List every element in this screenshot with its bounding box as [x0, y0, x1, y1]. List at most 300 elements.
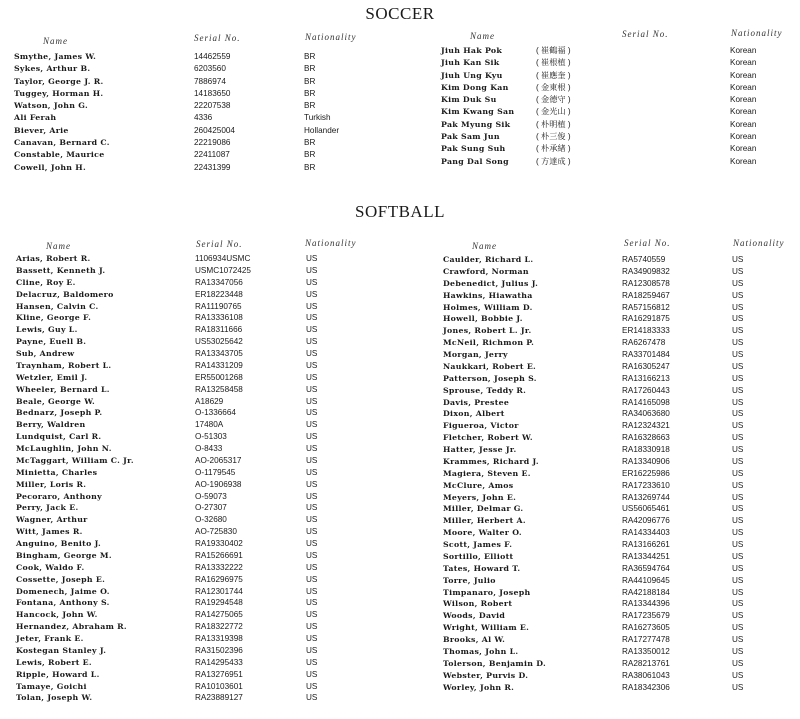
nationality: US	[732, 445, 744, 454]
serial-number: RA13269744	[622, 492, 670, 502]
nationality: US	[306, 325, 318, 335]
player-hanja-name: ( 金德守 )	[536, 95, 571, 105]
player-name: Torre, Julio	[443, 575, 496, 585]
nationality: US	[306, 372, 318, 382]
list-item	[14, 125, 394, 137]
player-hanja-name: ( 崔鶴福 )	[536, 46, 571, 55]
soccer-right-name-header: Name	[470, 31, 495, 41]
softball-title: SOFTBALL	[355, 202, 445, 221]
serial-number: O-8433	[195, 444, 223, 453]
nationality: US	[732, 468, 744, 478]
player-name: Anguino, Benito J.	[16, 539, 101, 548]
nationality: US	[732, 504, 744, 514]
nationality: US	[732, 421, 744, 431]
list-item	[443, 610, 798, 622]
nationality: US	[732, 575, 744, 585]
serial-number: ER16225986	[622, 468, 670, 478]
serial-number: AO-1906938	[195, 479, 242, 489]
player-name: Wagner, Arthur	[16, 515, 88, 525]
player-name: Hatter, Jesse Jr.	[443, 445, 517, 454]
serial-number: RA57156812	[622, 302, 670, 312]
nationality: BR	[304, 101, 316, 111]
nationality: US	[306, 301, 318, 311]
softball-right-name-header: Name	[472, 241, 497, 251]
list-item	[443, 670, 798, 682]
serial-number: RA19294548	[195, 598, 243, 608]
serial-number: RA6267478	[622, 338, 666, 348]
softball-left-list	[16, 253, 396, 704]
serial-number: USMC1072425	[195, 265, 251, 275]
list-item	[443, 492, 798, 504]
list-item	[443, 563, 798, 575]
serial-number: 22431399	[194, 162, 231, 172]
player-name: Lewis, Guy L.	[16, 325, 78, 335]
player-name: Pak Myung Sik	[441, 119, 511, 129]
nationality: Korean	[730, 58, 757, 68]
list-item	[14, 137, 394, 149]
player-name: Wright, William E.	[443, 623, 530, 633]
serial-number: RA16296975	[195, 574, 243, 584]
serial-number: RA14275065	[195, 610, 243, 620]
list-item	[16, 443, 396, 455]
serial-number: RA14295433	[195, 657, 243, 667]
list-item	[16, 479, 396, 491]
nationality: US	[732, 587, 744, 597]
player-name: Bingham, George M.	[16, 550, 112, 560]
serial-number: RA33701484	[622, 350, 670, 359]
list-item	[16, 645, 396, 657]
player-name: Woods, David	[443, 611, 506, 621]
list-item	[443, 337, 798, 349]
serial-number: RA18322772	[195, 622, 243, 632]
softball-right-serial-header: Serial No.	[624, 238, 671, 248]
list-item	[16, 407, 396, 419]
nationality: Korean	[730, 95, 757, 105]
nationality: US	[306, 277, 318, 287]
list-item	[16, 301, 396, 313]
serial-number: RA13166261	[622, 540, 670, 549]
player-name: Lundquist, Carl R.	[16, 432, 102, 442]
nationality: Korean	[730, 156, 757, 166]
list-item	[443, 325, 798, 337]
list-item	[16, 550, 396, 562]
player-name: Dixon, Albert	[443, 409, 505, 419]
player-name: Payne, Euell B.	[16, 337, 87, 347]
serial-number: 7886974	[194, 76, 226, 86]
serial-number: RA18259467	[622, 290, 670, 300]
serial-number: RA13166213	[622, 373, 670, 383]
player-name: Bednarz, Joseph P.	[16, 408, 103, 418]
list-item	[14, 162, 394, 174]
player-name: Tates, Howard T.	[443, 563, 521, 573]
list-item	[441, 119, 796, 131]
player-name: Hancock, John W.	[16, 610, 98, 620]
nationality: BR	[304, 150, 316, 160]
nationality: US	[732, 302, 744, 312]
player-name: Taylor, George J. R.	[14, 76, 104, 86]
serial-number: RA15266691	[195, 550, 243, 560]
list-item	[443, 480, 798, 492]
player-name: Smythe, James W.	[14, 52, 97, 61]
nationality: US	[732, 551, 744, 561]
nationality: US	[306, 574, 318, 584]
player-name: Crawford, Norman	[443, 266, 529, 276]
nationality: BR	[304, 88, 316, 98]
serial-number: ER55001268	[195, 372, 243, 382]
player-name: Domenech, Jaime O.	[16, 586, 110, 596]
player-name: Perry, Jack E.	[16, 503, 79, 513]
serial-number: 14183650	[194, 88, 231, 98]
list-item	[443, 373, 798, 385]
list-item	[14, 149, 394, 161]
player-name: Naukkari, Robert E.	[443, 361, 537, 371]
nationality: US	[306, 313, 318, 323]
list-item	[443, 646, 798, 658]
softball-left-name-header: Name	[46, 241, 71, 251]
player-name: Kostegan Stanley J.	[16, 645, 107, 655]
serial-number: 22219086	[194, 138, 231, 148]
player-name: Pak Sam Jun	[441, 132, 500, 142]
player-name: Timpanaro, Joseph	[443, 587, 531, 597]
player-hanja-name: ( 朴三俊 )	[536, 132, 571, 142]
soccer-left-nationality-header: Nationality	[305, 32, 357, 42]
player-name: Watson, John G.	[14, 101, 88, 111]
list-item	[441, 143, 796, 155]
list-item	[16, 681, 396, 693]
nationality: US	[306, 420, 318, 430]
nationality: US	[306, 622, 318, 632]
serial-number: RA16305247	[622, 361, 670, 371]
serial-number: RA14331209	[195, 360, 243, 370]
nationality: US	[306, 586, 318, 596]
player-hanja-name: ( 朴明植 )	[536, 119, 571, 129]
serial-number: RA34063680	[622, 409, 670, 419]
list-item	[16, 372, 396, 384]
serial-number: RA34909832	[622, 266, 670, 276]
list-item	[16, 467, 396, 479]
player-name: Lewis, Robert E.	[16, 657, 92, 667]
serial-number: RA11190765	[195, 301, 242, 311]
list-item	[16, 336, 396, 348]
player-name: Ripple, Howard L.	[16, 669, 100, 679]
player-name: Hawkins, Hiawatha	[443, 290, 533, 300]
player-name: McClure, Amos	[443, 480, 514, 490]
list-item	[16, 431, 396, 443]
serial-number: RA18330918	[622, 445, 670, 454]
serial-number: RA42188184	[622, 587, 670, 597]
player-name: Sykes, Arthur B.	[14, 64, 91, 74]
list-item	[16, 396, 396, 408]
list-item	[443, 468, 798, 480]
player-hanja-name: ( 朴承緖 )	[536, 144, 571, 154]
list-item	[16, 312, 396, 324]
player-name: Pang Dal Song	[441, 156, 509, 166]
softball-right-list	[443, 254, 798, 693]
serial-number: RA13258458	[195, 384, 243, 394]
serial-number: RA17277478	[622, 635, 670, 644]
nationality: Korean	[730, 144, 757, 154]
list-item	[16, 502, 396, 514]
player-name: Kim Dong Kan	[441, 82, 509, 92]
serial-number: RA13343705	[195, 349, 243, 358]
nationality: Korean	[730, 70, 757, 80]
serial-number: US53025642	[195, 337, 243, 347]
list-item	[16, 597, 396, 609]
serial-number: AO-2065317	[195, 455, 242, 465]
serial-number: RA5740559	[622, 255, 666, 264]
nationality: Hollander	[304, 125, 340, 135]
nationality: US	[306, 610, 318, 620]
list-item	[14, 88, 394, 100]
serial-number: RA19330402	[195, 539, 243, 548]
list-item	[16, 633, 396, 645]
nationality: US	[306, 539, 318, 548]
player-name: Moore, Walter O.	[443, 528, 522, 538]
nationality: US	[306, 515, 318, 525]
serial-number: RA14334403	[622, 528, 670, 538]
serial-number: RA16291875	[622, 314, 670, 324]
player-name: Jiuh Kan Sik	[441, 58, 500, 68]
list-item	[16, 277, 396, 289]
nationality: US	[732, 361, 744, 371]
player-name: Sub, Andrew	[16, 349, 75, 358]
softball-left-serial-header: Serial No.	[196, 239, 243, 249]
serial-number: O-32680	[195, 515, 227, 525]
serial-number: RA31502396	[195, 645, 243, 655]
player-name: Tolan, Joseph W.	[16, 693, 93, 703]
player-name: Witt, James R.	[16, 527, 83, 537]
nationality: US	[732, 682, 744, 692]
nationality: US	[306, 562, 318, 572]
player-name: Tuggey, Horman H.	[14, 88, 104, 98]
nationality: US	[306, 491, 318, 501]
list-item	[16, 562, 396, 574]
serial-number: 17480A	[195, 420, 224, 430]
player-name: Hernandez, Abraham R.	[16, 622, 127, 632]
list-item	[443, 551, 798, 563]
player-name: Sortillo, Elliott	[443, 551, 514, 561]
nationality: US	[306, 550, 318, 560]
player-hanja-name: ( 金東根 )	[536, 82, 571, 92]
serial-number: 260425004	[194, 125, 235, 135]
player-name: McLaughlin, John N.	[16, 444, 112, 453]
player-name: Constable, Maurice	[14, 150, 105, 160]
player-name: Jeter, Frank E.	[16, 634, 84, 643]
player-name: Thomas, John L.	[443, 646, 519, 656]
player-name: Berry, Waldren	[16, 420, 86, 430]
player-name: Cowell, John H.	[14, 162, 86, 172]
nationality: US	[306, 384, 318, 394]
nationality: US	[732, 314, 744, 324]
nationality: US	[732, 528, 744, 538]
serial-number: RA13336108	[195, 313, 243, 323]
nationality: US	[732, 385, 744, 395]
nationality: US	[732, 290, 744, 300]
serial-number: 22207538	[194, 101, 231, 111]
player-name: Cossette, Joseph E.	[16, 574, 106, 584]
player-name: Jiuh Hak Pok	[441, 46, 503, 55]
list-item	[443, 385, 798, 397]
soccer-right-list	[441, 45, 796, 168]
list-item	[443, 682, 798, 694]
list-item	[443, 302, 798, 314]
serial-number: RA17235679	[622, 611, 670, 621]
player-name: Davis, Prestee	[443, 397, 510, 407]
serial-number: RA38061043	[622, 670, 670, 680]
serial-number: RA12308578	[622, 278, 670, 288]
nationality: US	[732, 456, 744, 466]
list-item	[14, 76, 394, 88]
list-item	[14, 100, 394, 112]
nationality: US	[732, 338, 744, 348]
serial-number: ER18223448	[195, 289, 243, 299]
list-item	[443, 456, 798, 468]
player-name: Debenedict, Julius J.	[443, 278, 539, 288]
player-name: Arias, Robert R.	[16, 254, 91, 263]
player-name: Tamaye, Goichi	[16, 681, 87, 691]
serial-number: O-27307	[195, 503, 227, 513]
serial-number: RA18342306	[622, 682, 670, 692]
list-item	[16, 455, 396, 467]
list-item	[443, 290, 798, 302]
player-name: Miller, Loris R.	[16, 479, 87, 489]
list-item	[16, 360, 396, 372]
nationality: US	[306, 455, 318, 465]
player-name: Kim Duk Su	[441, 95, 497, 105]
list-item	[16, 491, 396, 503]
nationality: US	[732, 646, 744, 656]
serial-number: RA44109645	[622, 575, 670, 585]
serial-number: RA23889127	[195, 693, 243, 703]
player-name: Krammes, Richard J.	[443, 456, 539, 466]
nationality: US	[306, 349, 318, 358]
nationality: US	[732, 635, 744, 644]
player-name: Miller, Delmar G.	[443, 504, 524, 514]
list-item	[443, 278, 798, 290]
nationality: US	[306, 432, 318, 442]
serial-number: RA28213761	[622, 658, 670, 668]
list-item	[441, 45, 796, 57]
nationality: US	[306, 527, 318, 537]
list-item	[441, 106, 796, 118]
serial-number: RA13332222	[195, 562, 243, 572]
player-name: Magiera, Steven E.	[443, 468, 531, 478]
nationality: Korean	[730, 107, 757, 117]
nationality: Korean	[730, 119, 757, 129]
serial-number: RA18311666	[195, 325, 243, 335]
nationality: US	[306, 408, 318, 418]
serial-number: RA16328663	[622, 433, 670, 443]
nationality: US	[732, 658, 744, 668]
list-item	[14, 51, 394, 63]
player-name: Delacruz, Baldomero	[16, 289, 114, 299]
serial-number: RA12324321	[622, 421, 670, 431]
player-name: Caulder, Richard L.	[443, 255, 534, 264]
list-item	[443, 432, 798, 444]
serial-number: RA10103601	[195, 681, 243, 691]
list-item	[16, 609, 396, 621]
player-hanja-name: ( 崔根植 )	[536, 58, 571, 68]
list-item	[16, 669, 396, 681]
player-name: Sprouse, Teddy R.	[443, 385, 527, 395]
soccer-left-serial-header: Serial No.	[194, 33, 241, 43]
serial-number: RA42096776	[622, 516, 670, 526]
serial-number: RA17260443	[622, 385, 670, 395]
nationality: US	[732, 350, 744, 359]
player-name: Hansen, Calvin C.	[16, 301, 99, 311]
player-name: Beale, George W.	[16, 396, 96, 406]
player-name: Worley, John R.	[443, 682, 515, 692]
nationality: US	[306, 254, 318, 263]
player-name: Jiuh Ung Kyu	[441, 70, 503, 80]
nationality: US	[732, 373, 744, 383]
soccer-right-nationality-header: Nationality	[731, 28, 783, 38]
list-item	[443, 266, 798, 278]
serial-number: AO-725830	[195, 527, 237, 537]
nationality: US	[306, 289, 318, 299]
player-name: Canavan, Bernard C.	[14, 138, 110, 148]
list-item	[16, 384, 396, 396]
soccer-right-serial-header: Serial No.	[622, 29, 669, 39]
list-item	[441, 94, 796, 106]
serial-number: O-51303	[195, 432, 227, 442]
player-hanja-name: ( 金光山 )	[536, 107, 571, 117]
list-item	[443, 515, 798, 527]
nationality: US	[306, 598, 318, 608]
player-name: Kim Kwang San	[441, 107, 515, 117]
list-item	[16, 265, 396, 277]
nationality: BR	[304, 76, 316, 86]
nationality: US	[306, 657, 318, 667]
player-name: Traynham, Robert L.	[16, 360, 112, 370]
player-name: McNeil, Richmon P.	[443, 338, 535, 348]
serial-number: ER14183333	[622, 326, 670, 336]
list-item	[16, 419, 396, 431]
list-item	[16, 526, 396, 538]
nationality: BR	[304, 162, 316, 172]
list-item	[441, 82, 796, 94]
list-item	[16, 621, 396, 633]
player-name: Howell, Bobbie J.	[443, 314, 523, 324]
nationality: Korean	[730, 82, 757, 92]
serial-number: 6203560	[194, 64, 226, 74]
nationality: US	[732, 611, 744, 621]
player-name: Biever, Arie	[14, 125, 69, 135]
serial-number: RA13340906	[622, 456, 670, 466]
player-hanja-name: ( 崔應奎 )	[536, 70, 571, 80]
nationality: US	[732, 266, 744, 276]
nationality: BR	[304, 52, 316, 61]
player-name: Cline, Roy E.	[16, 277, 76, 287]
player-name: Pak Sung Suh	[441, 144, 506, 154]
player-name: Wilson, Robert	[443, 599, 513, 609]
player-name: Wheeler, Bernard L.	[16, 384, 110, 394]
nationality: US	[306, 444, 318, 453]
nationality: US	[306, 479, 318, 489]
list-item	[16, 586, 396, 598]
list-item	[16, 692, 396, 704]
nationality: US	[306, 337, 318, 347]
nationality: US	[732, 670, 744, 680]
serial-number: RA13347056	[195, 277, 243, 287]
player-name: McTaggart, William C. Jr.	[16, 455, 134, 465]
list-item	[443, 634, 798, 646]
nationality: US	[732, 540, 744, 549]
player-name: Fontana, Anthony S.	[16, 598, 110, 608]
list-item	[443, 349, 798, 361]
nationality: US	[732, 480, 744, 490]
nationality: US	[732, 326, 744, 336]
